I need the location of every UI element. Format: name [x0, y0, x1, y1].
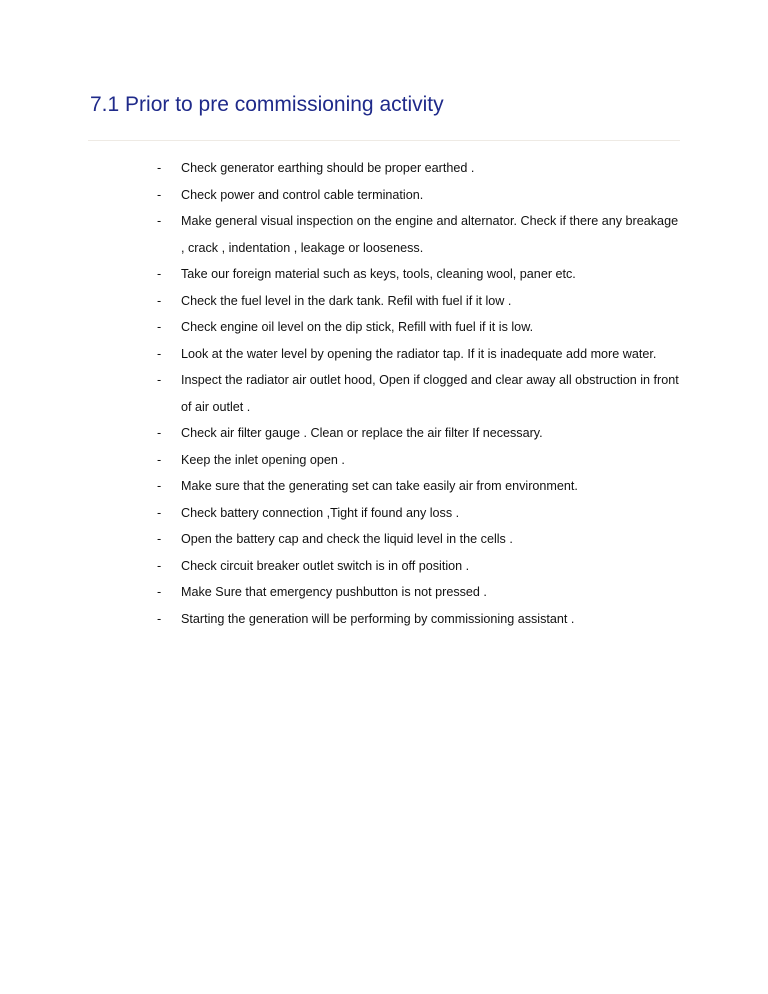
bullet-dash: - [157, 161, 162, 175]
checklist-item [0, 155, 768, 182]
checklist-item-text: Check power and control cable termination. [181, 187, 424, 202]
bullet-dash: - [157, 214, 162, 228]
bullet-dash: - [157, 558, 162, 573]
checklist-item [0, 314, 768, 341]
checklist-item [0, 447, 768, 474]
checklist-item-text: Make general visual inspection on the engine and alternator. Check if there any breakage , crack , indentation , leakage or looseness. [181, 214, 679, 255]
checklist-item-text: Check circuit breaker outlet switch is in off position . [181, 558, 470, 573]
bullet-dash: - [157, 479, 162, 493]
checklist-item [0, 208, 768, 261]
checklist [0, 155, 768, 632]
checklist-item [0, 579, 768, 606]
bullet-dash: - [157, 187, 162, 202]
checklist-item-text: Make sure that the generating set can take easily air from environment. [181, 479, 578, 493]
bullet-dash: - [157, 585, 162, 599]
checklist-item [0, 288, 768, 315]
checklist-item [0, 473, 768, 500]
checklist-item [0, 182, 768, 209]
bullet-dash: - [157, 346, 162, 361]
checklist-item [0, 261, 768, 288]
checklist-item-text: Look at the water level by opening the radiator tap. If it is inadequate add more water. [181, 346, 657, 361]
bullet-dash: - [157, 452, 162, 467]
bullet-dash: - [157, 611, 162, 626]
bullet-dash: - [157, 532, 162, 546]
checklist-item [0, 606, 768, 633]
checklist-item [0, 341, 768, 368]
checklist-item-text: Check engine oil level on the dip stick, Refill with fuel if it is low. [181, 320, 534, 334]
checklist-item-text: Take our foreign material such as keys, tools, cleaning wool, paner etc. [181, 267, 576, 281]
bullet-dash: - [157, 320, 162, 334]
checklist-item [0, 526, 768, 553]
checklist-item-text: Inspect the radiator air outlet hood, Open if clogged and clear away all obstruction in front of air outlet . [181, 373, 679, 414]
section-heading: 7.1 Prior to pre commissioning activity [90, 93, 444, 116]
checklist-item-text: Make Sure that emergency pushbutton is not pressed . [181, 585, 487, 599]
bullet-dash: - [157, 373, 162, 387]
checklist-item-text: Starting the generation will be performing by commissioning assistant . [181, 611, 575, 626]
checklist-item [0, 500, 768, 527]
checklist-item-text: Check generator earthing should be proper earthed . [181, 161, 475, 175]
checklist-item-text: Check the fuel level in the dark tank. Refil with fuel if it low . [181, 293, 512, 308]
bullet-dash: - [157, 505, 162, 520]
checklist-item [0, 553, 768, 580]
checklist-item-text: Keep the inlet opening open . [181, 452, 345, 467]
checklist-item-text: Open the battery cap and check the liquid level in the cells . [181, 532, 513, 546]
heading-divider [88, 140, 680, 141]
checklist-item [0, 420, 768, 447]
checklist-item [0, 367, 768, 420]
checklist-item-text: Check battery connection ,Tight if found any loss . [181, 505, 460, 520]
bullet-dash: - [157, 426, 162, 440]
checklist-item-text: Check air filter gauge . Clean or replace the air filter If necessary. [181, 426, 543, 440]
bullet-dash: - [157, 267, 162, 281]
bullet-dash: - [157, 293, 162, 308]
